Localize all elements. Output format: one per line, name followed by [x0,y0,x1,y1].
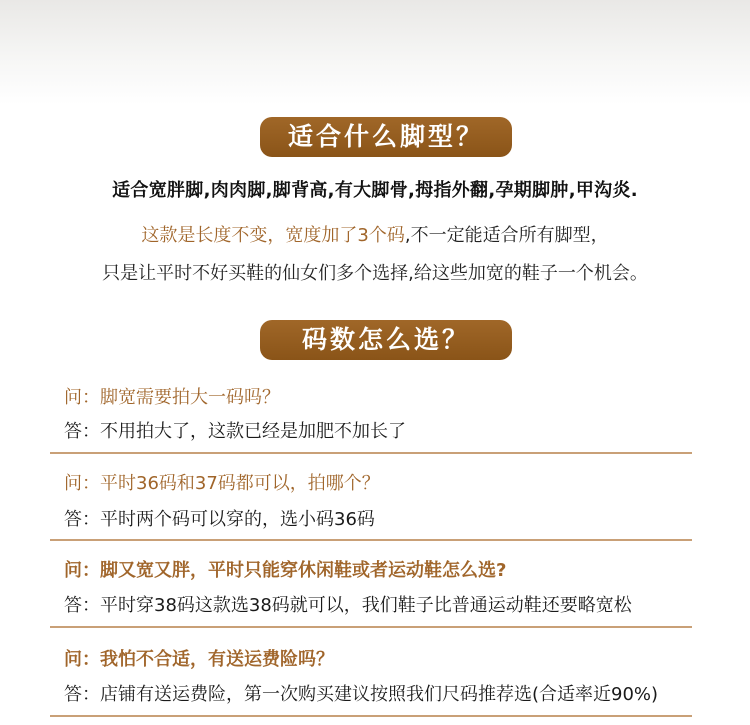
chance-note: 只是让平时不好买鞋的仙女们多个选择,给这些加宽的鞋子一个机会。 [102,263,648,284]
faq-divider-3 [50,626,692,628]
faq-answer-3: 答：平时穿38码这款选38码就可以，我们鞋子比普通运动鞋还要略宽松 [64,595,632,616]
faq-answer-2: 答：平时两个码可以穿的，选小码36码 [64,509,375,530]
faq-divider-4 [50,715,692,717]
faq-answer-4: 答：店铺有送运费险，第一次购买建议按照我们尺码推荐选(合适率近90%) [64,684,659,705]
faq-question-1: 问：脚宽需要拍大一码吗？ [64,387,280,408]
faq-question-2: 问：平时36码和37码都可以，拍哪个？ [64,473,380,494]
faq-question-3: 问：脚又宽又胖，平时只能穿休闲鞋或者运动鞋怎么选? [64,560,507,581]
faq-answer-1: 答：不用拍大了，这款已经是加肥不加长了 [64,421,406,442]
width-highlight: 这款是长度不变，宽度加了3个码 [141,225,405,246]
width-note [0,221,750,247]
faq-divider-1 [50,452,692,454]
suitable-feet-types: 适合宽胖脚,肉肉脚,脚背高,有大脚骨,拇指外翻,孕期脚肿,甲沟炎. [112,180,638,201]
header-background [0,0,750,105]
section-title-size: 码数怎么选？ [260,320,512,360]
faq-question-4: 问：我怕不合适，有送运费险吗？ [64,649,334,670]
faq-divider-2 [50,539,692,541]
width-note-rest: ,不一定能适合所有脚型， [404,225,609,246]
section-title-fit: 适合什么脚型？ [260,117,512,157]
